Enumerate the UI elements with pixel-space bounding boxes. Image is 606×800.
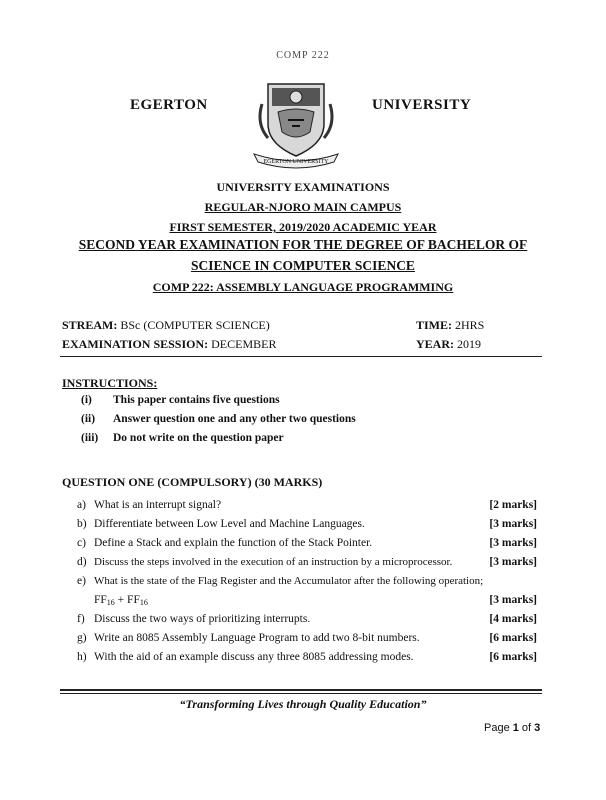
year-field (416, 337, 481, 352)
header-left-word: EGERTON (130, 97, 208, 113)
question-one-heading: QUESTION ONE (COMPULSORY) (30 MARKS) (62, 475, 323, 489)
question-letter: d) (77, 556, 87, 568)
instruction-item (81, 413, 356, 425)
question-text: Discuss the steps involved in the execution of an instruction by a microprocessor. (94, 556, 453, 568)
question-marks: [6 marks] (489, 651, 537, 663)
session-field (62, 337, 276, 352)
question-text: What is the state of the Flag Register and the Accumulator after the following operation; (94, 575, 484, 587)
question-text: Write an 8085 Assembly Language Program to add two 8-bit numbers. (94, 632, 420, 644)
instruction-text: This paper contains five questions (113, 394, 280, 406)
question-marks: [3 marks] (489, 537, 537, 549)
question-text: Differentiate between Low Level and Machine Languages. (94, 518, 365, 530)
question-marks: [3 marks] (489, 556, 537, 568)
instruction-item (81, 432, 284, 444)
instruction-text: Answer question one and any other two questions (113, 413, 356, 425)
instruction-item (81, 394, 280, 406)
question-text: What is an interrupt signal? (94, 499, 222, 511)
question-letter: a) (77, 499, 86, 511)
header-right-word: UNIVERSITY (372, 97, 472, 113)
question-letter: b) (77, 518, 87, 530)
crest-banner-text: EGERTON UNIVERSITY (263, 159, 329, 165)
question-letter: g) (77, 632, 87, 644)
footer-divider-top (60, 689, 542, 691)
time-field (416, 318, 484, 333)
footer-divider-bottom (60, 693, 542, 694)
info-divider (60, 356, 542, 357)
page-number: Page 1 of 3 (484, 722, 541, 734)
question-letter: e) (77, 575, 86, 587)
session-label: EXAMINATION SESSION: (62, 337, 209, 351)
question-letter: h) (77, 651, 87, 663)
title-line-4: SECOND YEAR EXAMINATION FOR THE DEGREE OF BACHELOR OF (78, 237, 528, 252)
question-text: Discuss the two ways of prioritizing interrupts. (94, 613, 311, 625)
question-marks: [2 marks] (489, 499, 537, 511)
question-marks: [6 marks] (489, 632, 537, 644)
footer-motto: “Transforming Lives through Quality Education” (179, 697, 427, 711)
session-value: DECEMBER (211, 337, 277, 351)
top-stamp: COMP 222 (276, 50, 330, 58)
title-line-5: SCIENCE IN COMPUTER SCIENCE (191, 258, 415, 273)
university-crest-icon (248, 76, 344, 172)
instruction-number: (i) (81, 394, 92, 406)
stream-label: STREAM: (62, 318, 118, 332)
question-text: With the aid of an example discuss any three 8085 addressing modes. (94, 651, 414, 663)
question-marks: [3 marks] (489, 594, 537, 606)
instruction-text: Do not write on the question paper (113, 432, 284, 444)
question-marks: [4 marks] (489, 613, 537, 625)
operation-expression: $FF_{16} + FF_{16}$ (94, 594, 148, 607)
stream-value: BSc (COMPUTER SCIENCE) (120, 318, 270, 332)
title-line-3: FIRST SEMESTER, 2019/2020 ACADEMIC YEAR (169, 220, 437, 234)
year-label: YEAR: (416, 337, 454, 351)
title-line-2: REGULAR-NJORO MAIN CAMPUS (204, 200, 402, 214)
title-line-1: UNIVERSITY EXAMINATIONS (216, 180, 390, 194)
instructions-heading: INSTRUCTIONS: (62, 376, 158, 390)
question-marks: [3 marks] (489, 518, 537, 530)
year-value: 2019 (457, 337, 481, 351)
time-value: 2HRS (455, 318, 485, 332)
question-text: Define a Stack and explain the function of the Stack Pointer. (94, 537, 373, 549)
question-letter: f) (77, 613, 85, 625)
stream-field (62, 318, 270, 333)
instruction-number: (ii) (81, 413, 96, 425)
title-line-6: COMP 222: ASSEMBLY LANGUAGE PROGRAMMING (152, 280, 454, 294)
question-letter: c) (77, 537, 86, 549)
instruction-number: (iii) (81, 432, 99, 444)
time-label: TIME: (416, 318, 452, 332)
